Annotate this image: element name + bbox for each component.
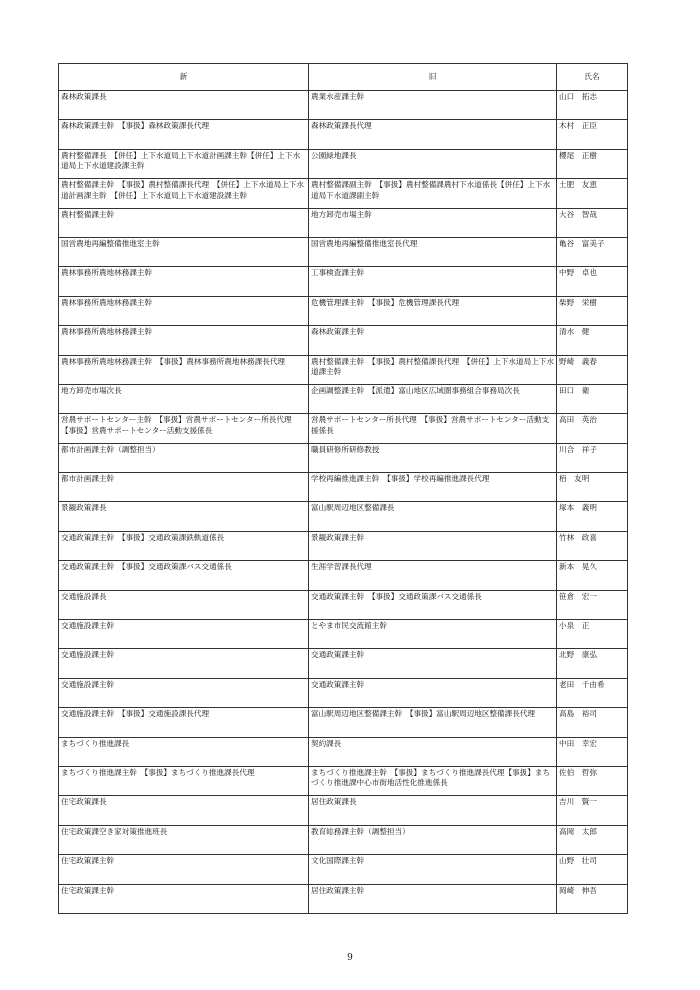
table-row bbox=[59, 766, 628, 795]
page-number: 9 bbox=[347, 953, 353, 963]
cell-person-name: 北野 康弘 bbox=[557, 649, 628, 678]
cell-new-position: 都市計画課主幹 bbox=[59, 473, 309, 502]
table-row bbox=[59, 355, 628, 384]
table-row bbox=[59, 384, 628, 413]
cell-old-position: 森林政策課主幹 bbox=[309, 326, 557, 355]
cell-new-position: 交通施設課主幹 【事扱】交通施設課長代理 bbox=[59, 708, 309, 737]
cell-new-position: 住宅政策課主幹 bbox=[59, 855, 309, 884]
table-row bbox=[59, 620, 628, 649]
cell-new-position: 農林事務所農地林務課主幹 bbox=[59, 296, 309, 325]
cell-new-position: 住宅政策課長 bbox=[59, 796, 309, 825]
table-row bbox=[59, 737, 628, 766]
cell-person-name: 田口 衛 bbox=[557, 384, 628, 413]
cell-old-position: 地方卸売市場主幹 bbox=[309, 208, 557, 237]
cell-new-position: 交通政策課主幹 【事扱】交通政策課バス交通係長 bbox=[59, 561, 309, 590]
cell-person-name: 佐伯 哲弥 bbox=[557, 766, 628, 795]
cell-person-name: 木村 正臣 bbox=[557, 120, 628, 149]
table-row bbox=[59, 179, 628, 208]
cell-old-position: 企画調整課主幹 【派遣】富山地区広域圏事務組合事務局次長 bbox=[309, 384, 557, 413]
cell-new-position: 農林事務所農地林務課主幹 【事扱】農林事務所農地林務課長代理 bbox=[59, 355, 309, 384]
cell-new-position: 地方卸売市場次長 bbox=[59, 384, 309, 413]
cell-old-position: 居住政策課主幹 bbox=[309, 884, 557, 913]
cell-person-name: 小泉 正 bbox=[557, 620, 628, 649]
cell-person-name: 高島 裕司 bbox=[557, 708, 628, 737]
cell-new-position: 国営農地再編整備推進室主幹 bbox=[59, 237, 309, 266]
cell-person-name: 老田 千由希 bbox=[557, 678, 628, 707]
cell-new-position: 森林政策課主幹 【事扱】森林政策課長代理 bbox=[59, 120, 309, 149]
cell-old-position: 農業水産課主幹 bbox=[309, 91, 557, 120]
table-row bbox=[59, 443, 628, 472]
header-name: 氏名 bbox=[557, 64, 628, 91]
table-row bbox=[59, 825, 628, 854]
cell-old-position: 富山駅周辺地区整備課主幹 【事扱】富山駅周辺地区整備課長代理 bbox=[309, 708, 557, 737]
cell-new-position: 森林政策課長 bbox=[59, 91, 309, 120]
cell-person-name: 川合 祥子 bbox=[557, 443, 628, 472]
cell-new-position: 景観政策課長 bbox=[59, 502, 309, 531]
cell-new-position: 交通施設課長 bbox=[59, 590, 309, 619]
table-row bbox=[59, 120, 628, 149]
cell-old-position: 職員研修所研修教授 bbox=[309, 443, 557, 472]
cell-new-position: 住宅政策課空き家対策推進班長 bbox=[59, 825, 309, 854]
cell-person-name: 岡崎 伸吾 bbox=[557, 884, 628, 913]
table-row bbox=[59, 267, 628, 296]
table-row bbox=[59, 414, 628, 443]
cell-new-position: 営農サポートセンター主幹 【事扱】営農サポートセンター所長代理 【事扱】営農サポートセンター活動支援係長 bbox=[59, 414, 309, 443]
cell-person-name: 大谷 智哉 bbox=[557, 208, 628, 237]
cell-person-name: 笹倉 宏一 bbox=[557, 590, 628, 619]
table-row bbox=[59, 531, 628, 560]
cell-old-position: 公園緑地課長 bbox=[309, 149, 557, 178]
cell-person-name: 竹林 政喜 bbox=[557, 531, 628, 560]
cell-person-name: 新本 晃久 bbox=[557, 561, 628, 590]
table-row bbox=[59, 590, 628, 619]
table-row bbox=[59, 796, 628, 825]
cell-person-name: 山野 壮司 bbox=[557, 855, 628, 884]
cell-new-position: 農村整備課主幹 bbox=[59, 208, 309, 237]
cell-new-position: 都市計画課主幹（調整担当） bbox=[59, 443, 309, 472]
cell-person-name: 山口 拓志 bbox=[557, 91, 628, 120]
table-row bbox=[59, 678, 628, 707]
cell-old-position: 教育総務課主幹（調整担当） bbox=[309, 825, 557, 854]
cell-person-name: 中田 幸宏 bbox=[557, 737, 628, 766]
cell-new-position: 農林事務所農地林務課主幹 bbox=[59, 326, 309, 355]
table-row bbox=[59, 649, 628, 678]
table-row bbox=[59, 296, 628, 325]
cell-person-name: 高田 英治 bbox=[557, 414, 628, 443]
cell-person-name: 櫻尾 正樹 bbox=[557, 149, 628, 178]
cell-person-name: 高岡 太郎 bbox=[557, 825, 628, 854]
table-row bbox=[59, 855, 628, 884]
header-new: 新 bbox=[59, 64, 309, 91]
table-header-row bbox=[59, 64, 628, 91]
cell-new-position: 交通政策課主幹 【事扱】交通政策課鉄軌道係長 bbox=[59, 531, 309, 560]
cell-person-name: 土肥 友恵 bbox=[557, 179, 628, 208]
cell-old-position: 居住政策課長 bbox=[309, 796, 557, 825]
table-row bbox=[59, 708, 628, 737]
table-row bbox=[59, 561, 628, 590]
cell-person-name: 栢 友明 bbox=[557, 473, 628, 502]
table-row bbox=[59, 326, 628, 355]
cell-person-name: 吉川 賢一 bbox=[557, 796, 628, 825]
cell-person-name: 清水 健 bbox=[557, 326, 628, 355]
table-row bbox=[59, 237, 628, 266]
table-row bbox=[59, 91, 628, 120]
table-row bbox=[59, 473, 628, 502]
cell-person-name: 柴野 栄樹 bbox=[557, 296, 628, 325]
table-row bbox=[59, 208, 628, 237]
cell-person-name: 野崎 義春 bbox=[557, 355, 628, 384]
table-row bbox=[59, 884, 628, 913]
cell-old-position: 農村整備課主幹 【事扱】農村整備課長代理 【併任】上下水道局上下水道課主幹 bbox=[309, 355, 557, 384]
cell-old-position: 富山駅周辺地区整備課長 bbox=[309, 502, 557, 531]
cell-new-position: 住宅政策課主幹 bbox=[59, 884, 309, 913]
cell-old-position: 交通政策課主幹 bbox=[309, 678, 557, 707]
cell-old-position: とやま市民交流館主幹 bbox=[309, 620, 557, 649]
cell-new-position: まちづくり推進課長 bbox=[59, 737, 309, 766]
cell-old-position: まちづくり推進課主幹 【事扱】まちづくり推進課長代理【事扱】まちづくり推進課中心市街地活性化推進係長 bbox=[309, 766, 557, 795]
table-body bbox=[59, 91, 628, 914]
cell-new-position: 交通施設課主幹 bbox=[59, 620, 309, 649]
cell-new-position: まちづくり推進課主幹 【事扱】まちづくり推進課長代理 bbox=[59, 766, 309, 795]
cell-old-position: 危機管理課主幹 【事扱】危機管理課長代理 bbox=[309, 296, 557, 325]
cell-new-position: 農村整備課長 【併任】上下水道局上下水道計画課主幹【併任】上下水道局上下水道建設課主幹 bbox=[59, 149, 309, 178]
cell-person-name: 塚本 義明 bbox=[557, 502, 628, 531]
cell-old-position: 国営農地再編整備推進室長代理 bbox=[309, 237, 557, 266]
cell-old-position: 工事検査課主幹 bbox=[309, 267, 557, 296]
cell-person-name: 亀谷 富美子 bbox=[557, 237, 628, 266]
cell-old-position: 契約課長 bbox=[309, 737, 557, 766]
personnel-table bbox=[58, 63, 628, 914]
cell-old-position: 生涯学習課長代理 bbox=[309, 561, 557, 590]
cell-old-position: 文化国際課主幹 bbox=[309, 855, 557, 884]
cell-old-position: 農村整備課副主幹 【事扱】農村整備課農村下水道係長【併任】上下水道局下水道課副主幹 bbox=[309, 179, 557, 208]
header-old: 旧 bbox=[309, 64, 557, 91]
table-row bbox=[59, 502, 628, 531]
cell-old-position: 営農サポートセンター所長代理 【事扱】営農サポートセンター活動支援係長 bbox=[309, 414, 557, 443]
table-row bbox=[59, 149, 628, 178]
cell-new-position: 農村整備課主幹 【事扱】農村整備課長代理 【併任】上下水道局上下水道計画課主幹 【併任】上下水道局上下水道建設課主幹 bbox=[59, 179, 309, 208]
cell-new-position: 交通施設課主幹 bbox=[59, 678, 309, 707]
cell-new-position: 農林事務所農地林務課主幹 bbox=[59, 267, 309, 296]
cell-old-position: 森林政策課長代理 bbox=[309, 120, 557, 149]
cell-old-position: 景観政策課主幹 bbox=[309, 531, 557, 560]
cell-old-position: 学校再編推進課主幹 【事扱】学校再編推進課長代理 bbox=[309, 473, 557, 502]
cell-new-position: 交通施設課主幹 bbox=[59, 649, 309, 678]
cell-old-position: 交通政策課主幹 bbox=[309, 649, 557, 678]
cell-old-position: 交通政策課主幹 【事扱】交通政策課バス交通係長 bbox=[309, 590, 557, 619]
cell-person-name: 中野 卓也 bbox=[557, 267, 628, 296]
